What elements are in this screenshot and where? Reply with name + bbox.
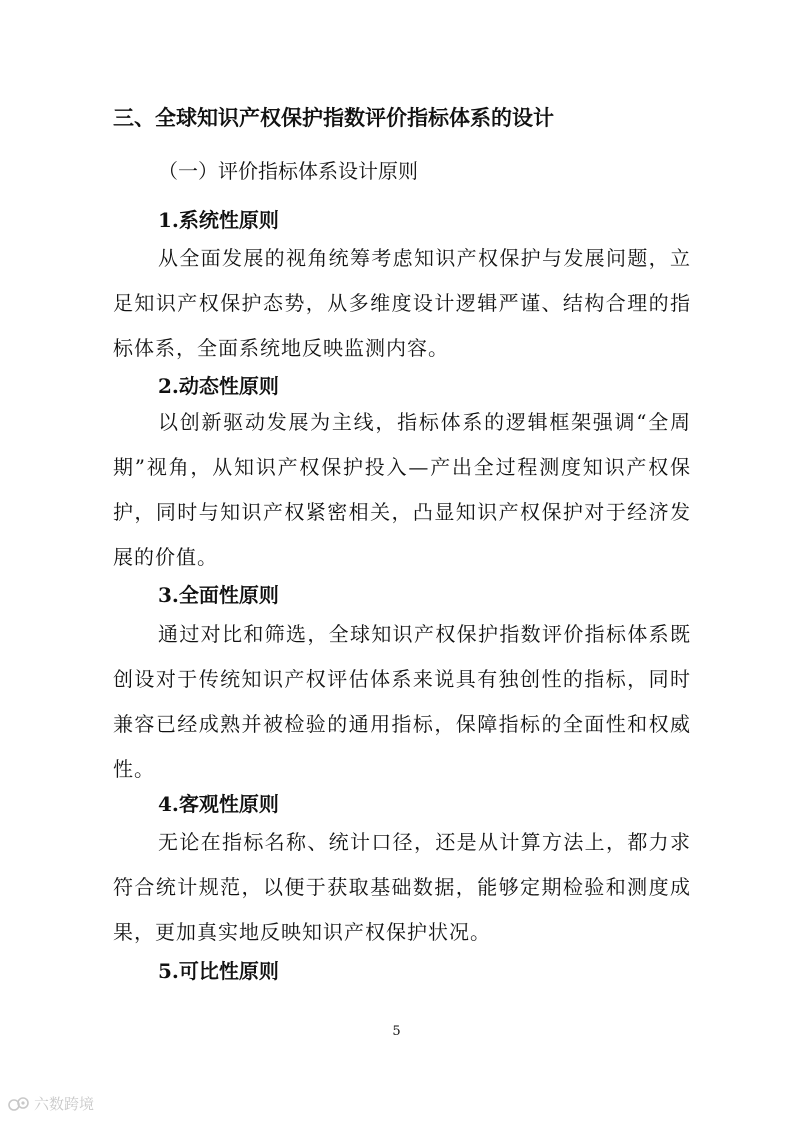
principle-text-3: 通过对比和筛选，全球知识产权保护指数评价指标体系既创设对于传统知识产权评估体系来说具有独创性的指标，同时兼容已经成熟并被检验的通用指标，保障指标的全面性和权威性。 [113,622,691,781]
subsection-heading: （一）评价指标体系设计原则 [158,159,418,183]
principle-text-4: 无论在指标名称、统计口径，还是从计算方法上，都力求符合统计规范，以便于获取基础数据，能够定期检验和测度成果，更加真实地反映知识产权保护状况。 [113,830,691,944]
principle-title-4: 4.客观性原则 [158,792,279,816]
principle-title-3: 3.全面性原则 [158,583,279,607]
section-heading: 三、全球知识产权保护指数评价指标体系的设计 [113,106,554,130]
watermark [8,1094,94,1114]
watermark-text: 六数跨境 [34,1095,95,1113]
principle-text-2: 以创新驱动发展为主线，指标体系的逻辑框架强调“全周期”视角，从知识产权保护投入—产出全过程测度知识产权保护，同时与知识产权紧密相关，凸显知识产权保护对于经济发展的价值。 [113,410,691,569]
principle-text-1: 从全面发展的视角统筹考虑知识产权保护与发展问题，立足知识产权保护态势，从多维度设计逻辑严谨、结构合理的指标体系，全面系统地反映监测内容。 [113,246,691,360]
principle-title-5: 5.可比性原则 [158,959,279,983]
page-number: 5 [392,1024,401,1039]
watermark-logo-icon [8,1096,30,1112]
principle-title-1: 1.系统性原则 [158,208,279,232]
principle-title-2: 2.动态性原则 [158,374,279,398]
